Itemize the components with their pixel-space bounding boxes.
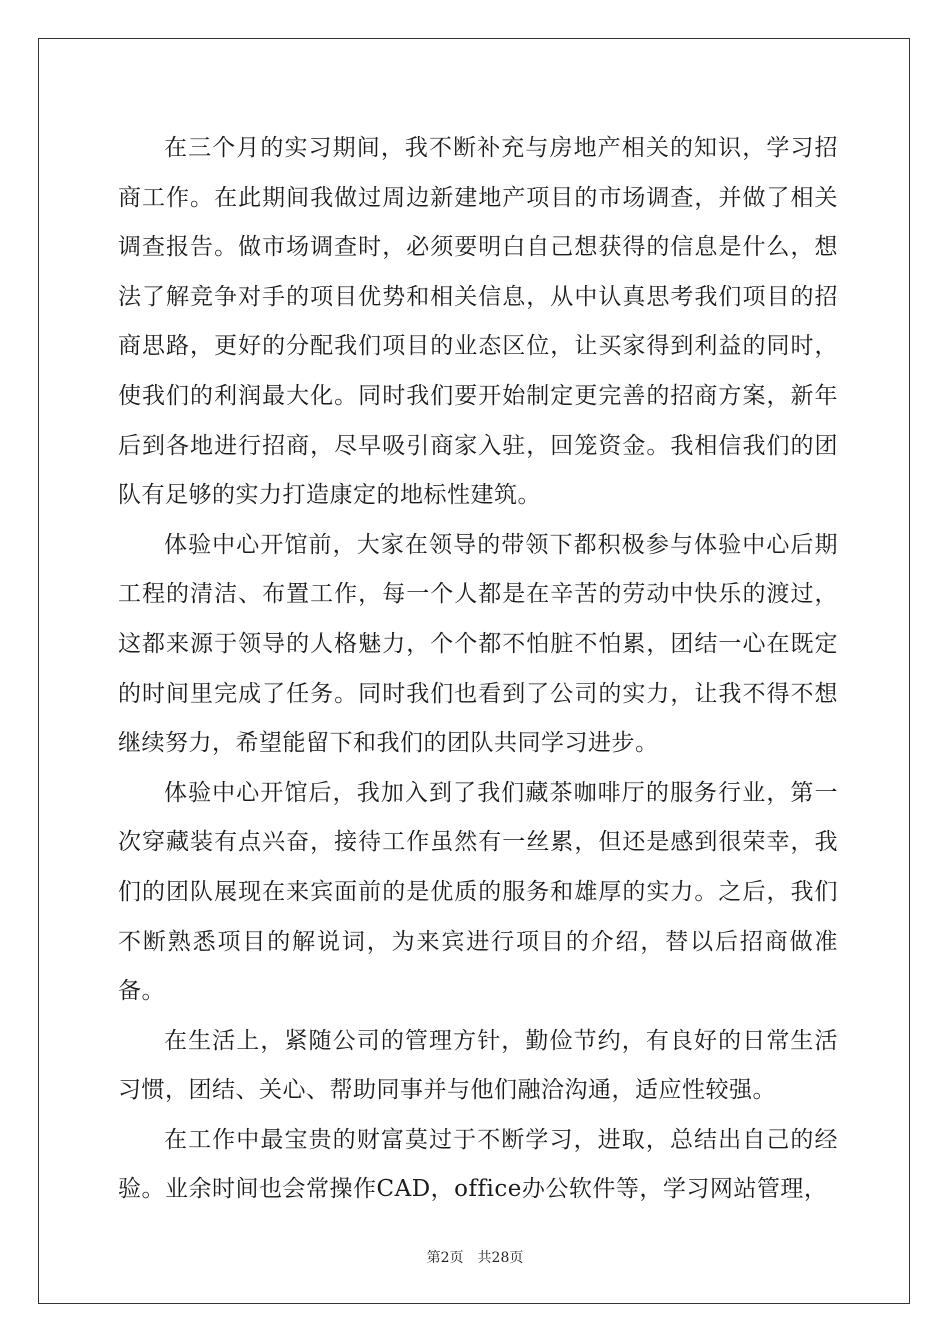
document-body bbox=[118, 124, 838, 1215]
page-total: 共28页 bbox=[477, 1250, 524, 1266]
paragraph: 在生活上，紧随公司的管理方针，勤俭节约，有良好的日常生活习惯，团结、关心、帮助同事并与他们融洽沟通，适应性较强。 bbox=[118, 1027, 838, 1104]
paragraph: 在三个月的实习期间，我不断补充与房地产相关的知识，学习招商工作。在此期间我做过周边新建地产项目的市场调查，并做了相关调查报告。做市场调查时，必须要明白自己想获得的信息是什么，想法了解竞争对手的项目优势和相关信息，从中认真思考我们项目的招商思路，更好的分配我们项目的业态区位，让买家得到利益的同时，使我们的利润最大化。同时我们要开始制定更完善的招商方案，新年后到各地进行招商，尽早吸引商家入驻，回笼资金。我相信我们的团队有足够的实力打造康定的地标性建筑。 bbox=[118, 135, 838, 509]
paragraph: 体验中心开馆后，我加入到了我们藏茶咖啡厅的服务行业，第一次穿藏装有点兴奋，接待工作虽然有一丝累，但还是感到很荣幸，我们的团队展现在来宾面前的是优质的服务和雄厚的实力。之后，我们不断熟悉项目的解说词，为来宾进行项目的介绍，替以后招商做准备。 bbox=[118, 779, 838, 1005]
page-footer bbox=[0, 1247, 950, 1267]
paragraph: 体验中心开馆前，大家在领导的带领下都积极参与体验中心后期工程的清洁、布置工作，每一个人都是在辛苦的劳动中快乐的渡过，这都来源于领导的人格魅力，个个都不怕脏不怕累，团结一心在既定的时间里完成了任务。同时我们也看到了公司的实力，让我不得不想继续努力，希望能留下和我们的团队共同学习进步。 bbox=[118, 531, 838, 757]
paragraph: 在工作中最宝贵的财富莫过于不断学习，进取，总结出自己的经验。业余时间也会常操作CAD，office办公软件等，学习网站管理， bbox=[118, 1126, 838, 1203]
page-number: 第2页 bbox=[426, 1250, 464, 1266]
